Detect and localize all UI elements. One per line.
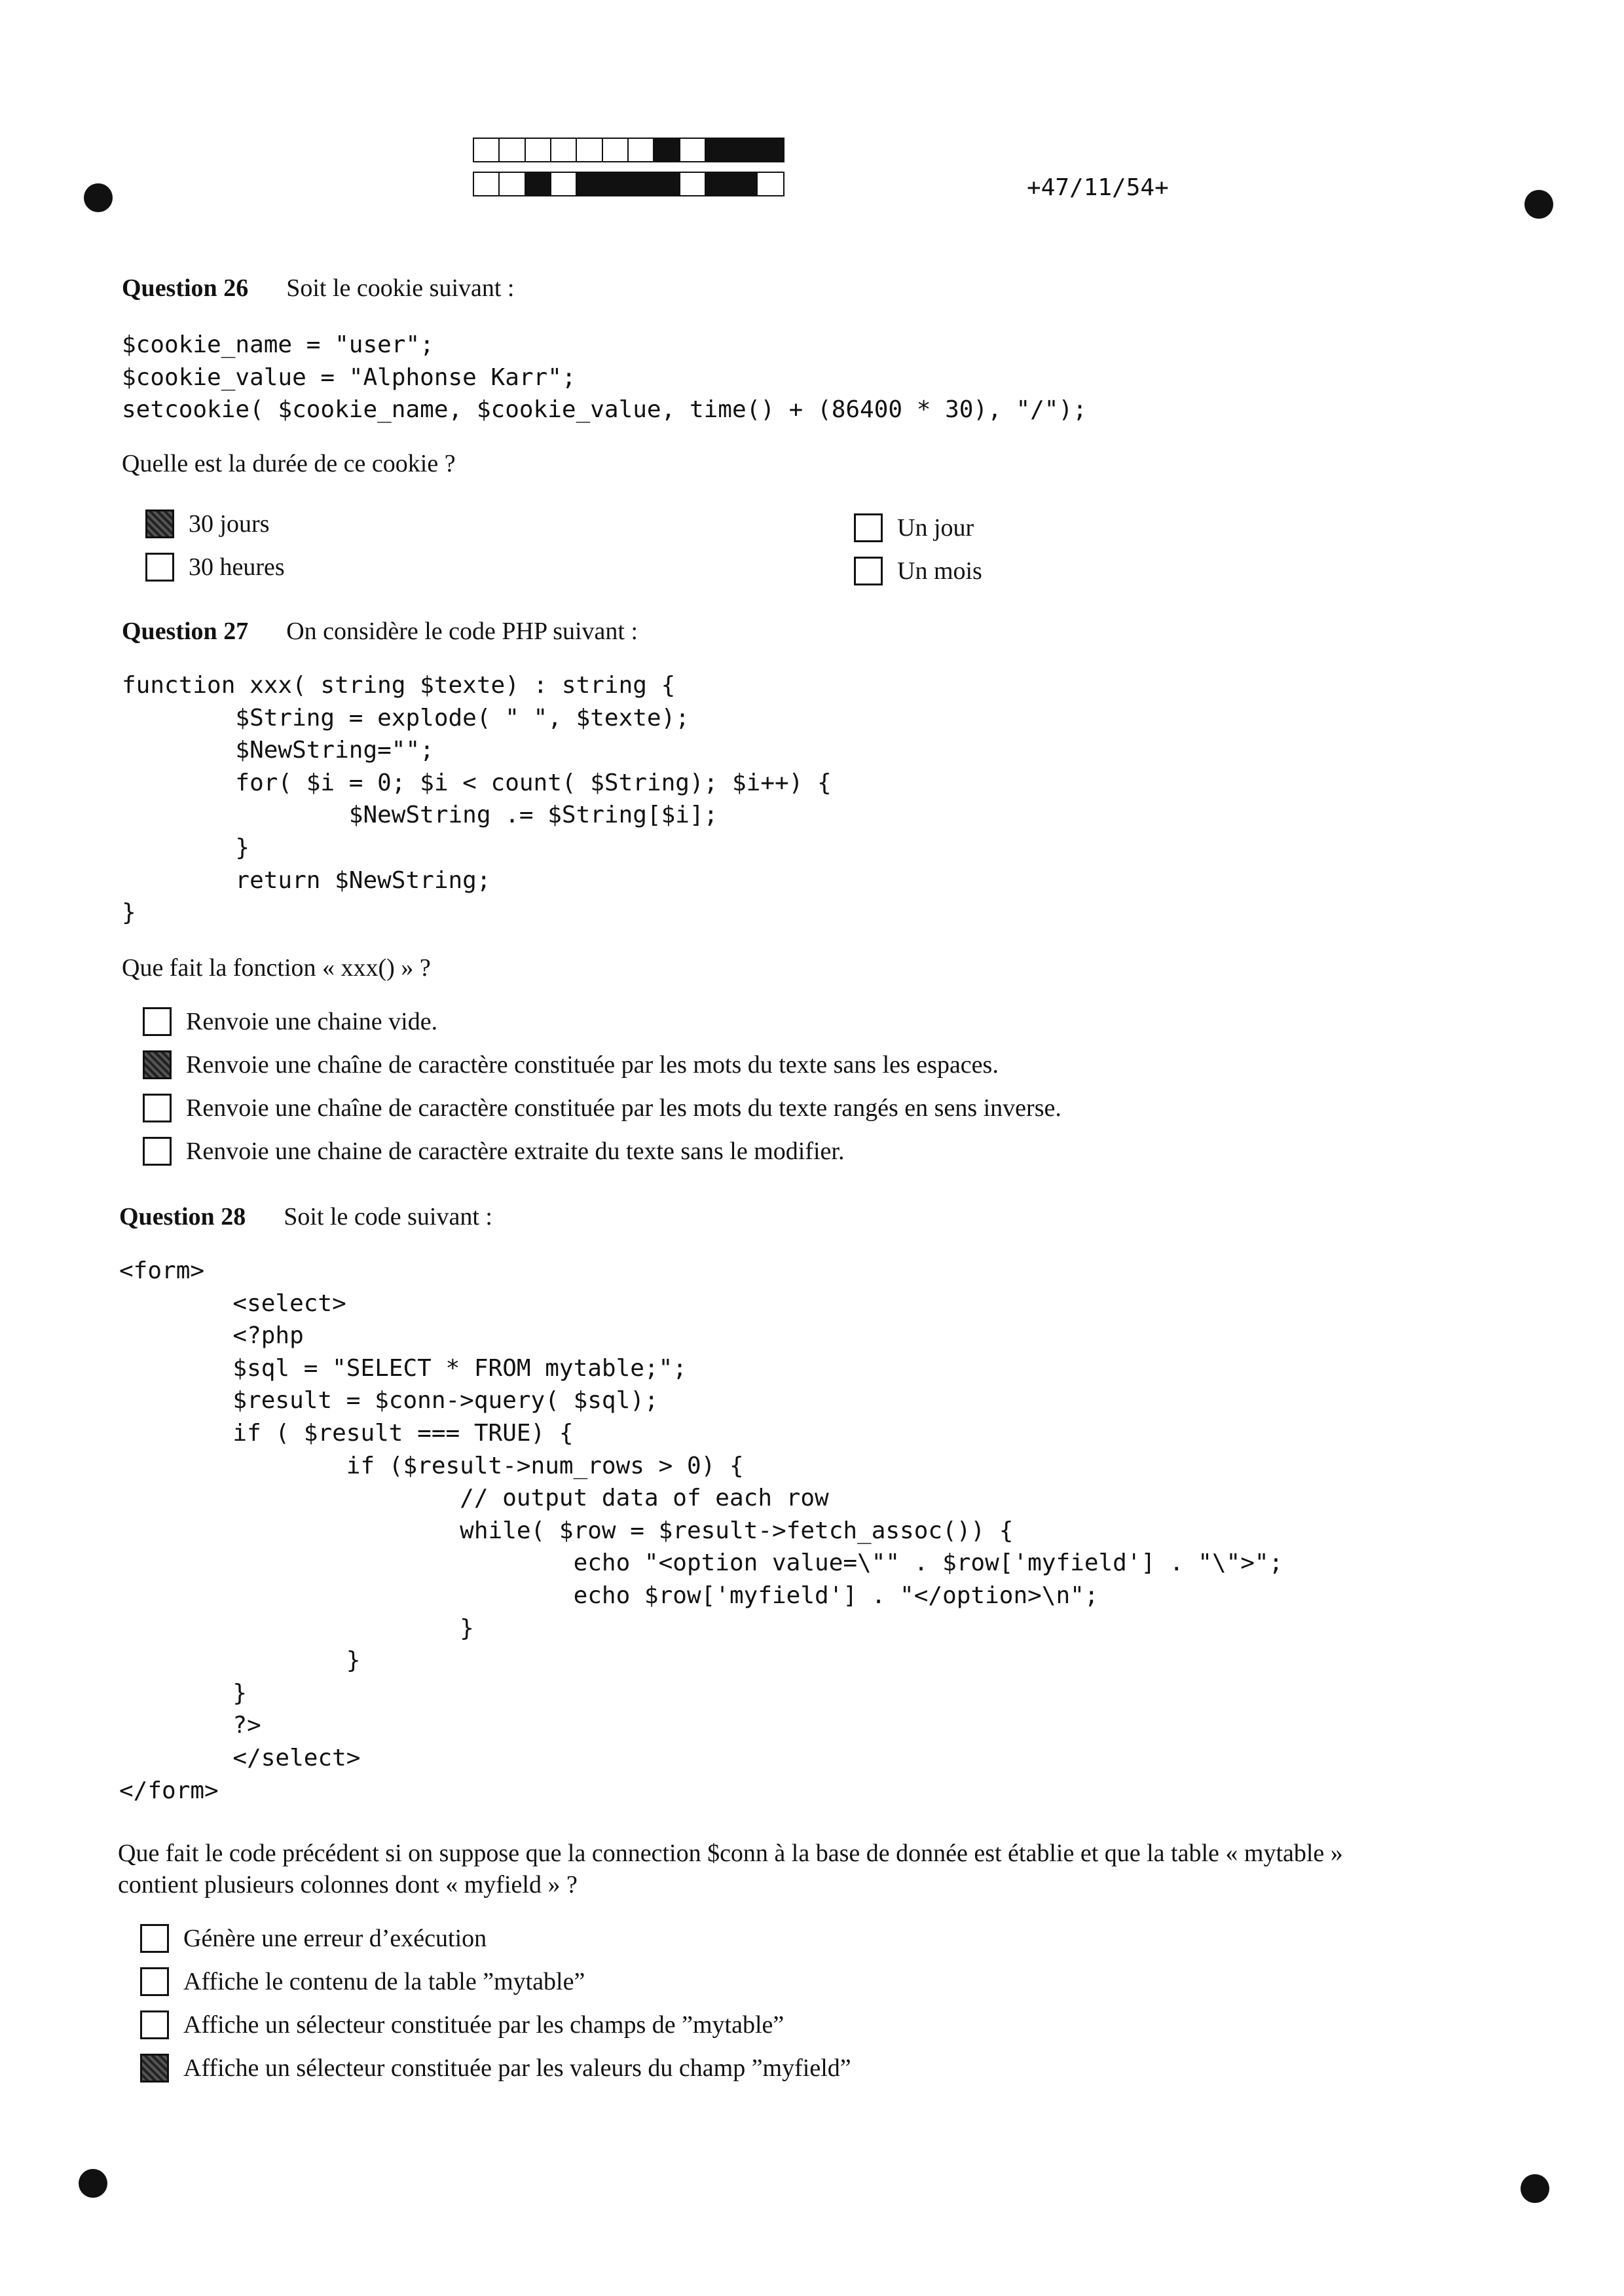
- barcode-cell: [526, 139, 551, 161]
- checkbox-checked[interactable]: [143, 1050, 172, 1079]
- q28-code: <form> <select> <?php $sql = "SELECT * FROM mytable;"; $result = $conn->query( $sql); if ( $result === TRUE) { if ($result->num_rows > 0) { // output data of each row while( $row = $result->fetch_assoc()) { echo "<option value=\"" . $row['myfield'] . "\">"; echo $row['myfield'] . "</option>\n"; } } } ?> </select> </form>: [119, 1257, 1283, 1804]
- q28-label: Question 28: [119, 1203, 246, 1231]
- q27-option-2[interactable]: [143, 1050, 999, 1079]
- q28-intro: Soit le code suivant :: [284, 1203, 492, 1231]
- checkbox[interactable]: [140, 1967, 169, 1996]
- barcode-cell: [474, 139, 500, 161]
- option-label: Un mois: [897, 557, 982, 585]
- registration-mark-top-left: [84, 183, 113, 212]
- q27-question: Que fait la fonction « xxx() » ?: [122, 954, 431, 982]
- barcode-cell: [731, 173, 757, 195]
- q26-label: Question 26: [122, 274, 249, 302]
- q28-title: [119, 1202, 492, 1231]
- barcode-cell: [758, 139, 783, 161]
- option-label: Renvoie une chaîne de caractère constituée par les mots du texte rangés en sens inverse.: [186, 1094, 1061, 1122]
- checkbox[interactable]: [145, 553, 174, 582]
- barcode-cell: [603, 173, 629, 195]
- barcode-cell: [680, 139, 706, 161]
- q28-question-line2: contient plusieurs colonnes dont « myfield » ?: [118, 1871, 578, 1898]
- option-label: Renvoie une chaine de caractère extraite du texte sans le modifier.: [186, 1138, 845, 1165]
- q27-label: Question 27: [122, 618, 249, 645]
- registration-mark-bottom-right: [1521, 2174, 1549, 2203]
- barcode-cell: [654, 139, 680, 161]
- barcode-cell: [629, 173, 654, 195]
- q26-option-2[interactable]: [145, 553, 285, 582]
- barcode-cell: [680, 173, 706, 195]
- barcode-cell: [551, 173, 577, 195]
- q27-code: function xxx( string $texte) : string { $String = explode( " ", $texte); $NewString=""; for( $i = 0; $i < count( $String); $i++) { $NewString .= $String[$i]; } return $NewString; }: [122, 672, 832, 927]
- q28-option-4[interactable]: [140, 2054, 851, 2083]
- checkbox[interactable]: [143, 1094, 172, 1122]
- q28-option-3[interactable]: [140, 2010, 784, 2039]
- barcode-cell: [603, 139, 629, 161]
- q26-option-1[interactable]: [145, 509, 270, 538]
- q26-intro: Soit le cookie suivant :: [286, 274, 515, 302]
- q27-intro: On considère le code PHP suivant :: [286, 618, 638, 645]
- option-label: 30 jours: [189, 510, 270, 538]
- q28-option-1[interactable]: [140, 1924, 487, 1953]
- q26-option-3[interactable]: [854, 513, 974, 542]
- barcode-cell: [474, 173, 500, 195]
- checkbox[interactable]: [140, 2010, 169, 2039]
- checkbox-checked[interactable]: [145, 509, 174, 538]
- barcode-cell: [577, 173, 602, 195]
- q27-option-4[interactable]: [143, 1137, 844, 1166]
- barcode-cell: [706, 173, 731, 195]
- option-label: Génère une erreur d’exécution: [183, 1925, 487, 1952]
- barcode-top: [473, 138, 784, 162]
- checkbox[interactable]: [143, 1007, 172, 1036]
- barcode-cell: [758, 173, 783, 195]
- option-label: Affiche le contenu de la table ”mytable”: [183, 1968, 585, 1995]
- checkbox[interactable]: [854, 513, 883, 542]
- registration-mark-top-right: [1524, 190, 1553, 219]
- barcode-cell: [500, 139, 525, 161]
- q26-code: $cookie_name = "user"; $cookie_value = "Alphonse Karr"; setcookie( $cookie_name, $cookie_value, time() + (86400 * 30), "/");: [122, 331, 1087, 424]
- barcode-bottom: [473, 172, 784, 196]
- checkbox[interactable]: [143, 1137, 172, 1166]
- barcode-cell: [629, 139, 654, 161]
- checkbox[interactable]: [854, 557, 883, 585]
- barcode-cell: [551, 139, 577, 161]
- option-label: Un jour: [897, 514, 974, 542]
- q26-title: [122, 274, 515, 303]
- registration-mark-bottom-left: [79, 2169, 107, 2198]
- q26-option-4[interactable]: [854, 557, 982, 585]
- option-label: 30 heures: [189, 553, 285, 581]
- checkbox[interactable]: [140, 1924, 169, 1953]
- barcode-cell: [654, 173, 680, 195]
- option-label: Affiche un sélecteur constituée par les valeurs du champ ”myfield”: [183, 2054, 851, 2082]
- option-label: Affiche un sélecteur constituée par les champs de ”mytable”: [183, 2011, 784, 2039]
- barcode-cell: [731, 139, 757, 161]
- q27-option-1[interactable]: [143, 1007, 437, 1036]
- barcode-cell: [500, 173, 525, 195]
- option-label: Renvoie une chaîne de caractère constituée par les mots du texte sans les espaces.: [186, 1051, 999, 1079]
- barcode-cell: [577, 139, 602, 161]
- barcode-cell: [706, 139, 731, 161]
- page-code: +47/11/54+: [1027, 174, 1169, 201]
- q27-option-3[interactable]: [143, 1094, 1061, 1122]
- q27-title: [122, 617, 638, 646]
- option-label: Renvoie une chaine vide.: [186, 1008, 438, 1035]
- barcode-cell: [526, 173, 551, 195]
- checkbox-checked[interactable]: [140, 2054, 169, 2083]
- q28-question-line1: Que fait le code précédent si on suppose que la connection $conn à la base de donnée est établie et que la table « mytable »: [118, 1840, 1343, 1867]
- q28-option-2[interactable]: [140, 1967, 585, 1996]
- q26-question: Quelle est la durée de ce cookie ?: [122, 450, 456, 477]
